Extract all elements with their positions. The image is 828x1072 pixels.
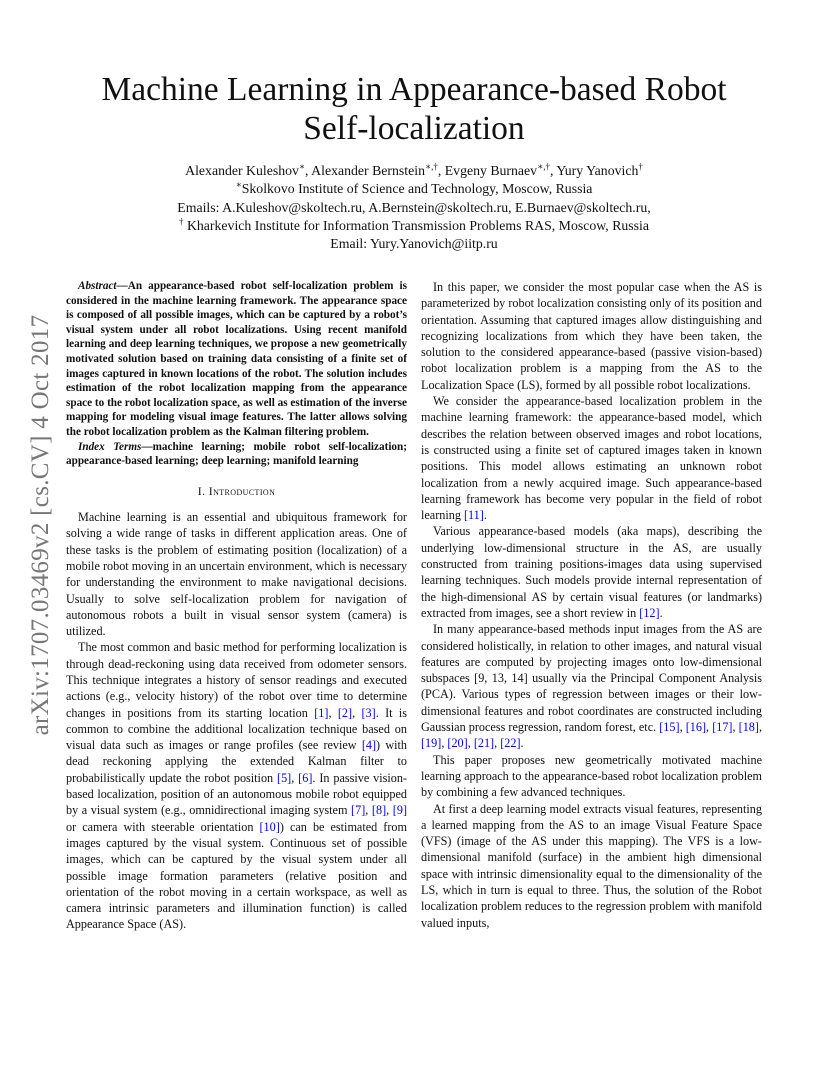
paragraph: At first a deep learning model extracts visual features, representing a learned mapping from the AS to an image Visual Feature Space (VFS) (image of the AS under this mapping). The VFS is a low-dimensional manifold (surface) in the ambient high dimensional space with intrinsic dimensionality equal to the dimensionality of the LS, which in turn is equal to three. Thus, the solution of the Robot localization problem reduces to the regression problem with manifold valued inputs, bbox=[421, 801, 762, 930]
author-3: , Evgeny Burnaev bbox=[437, 163, 538, 178]
abstract-label: Abstract bbox=[78, 280, 117, 292]
text: We consider the appearance-based localization problem in the machine learning framework: the appearance-based model, which describes the relation between observed images and robot locations, is constructed using a finite set of captured images taken in known positions. This model allows estimating an unknown robot localization from a newly acquired image. Such appearance-based learning framework has become very popular in the field of robot learning bbox=[421, 394, 762, 523]
section-heading: I. Introduction bbox=[197, 483, 276, 498]
citation-link[interactable]: [18] bbox=[738, 720, 759, 735]
text: , bbox=[352, 705, 362, 720]
text: . bbox=[483, 508, 487, 523]
affiliation-1 bbox=[0, 180, 828, 198]
text: . bbox=[520, 736, 524, 751]
arxiv-sidebar bbox=[21, 295, 61, 755]
author-block bbox=[0, 162, 828, 253]
right-column bbox=[421, 279, 762, 931]
text: or camera with steerable orientation bbox=[66, 819, 260, 834]
author-3-mark: ∗,† bbox=[537, 161, 550, 172]
emails-1: Emails: A.Kuleshov@skoltech.ru, A.Bernstein@skoltech.ru, E.Burnaev@skoltech.ru, bbox=[177, 199, 651, 215]
text: , bbox=[328, 705, 338, 720]
paragraph bbox=[421, 621, 762, 751]
left-column bbox=[66, 279, 407, 933]
text: , bbox=[386, 803, 393, 818]
citation-link[interactable]: [19] bbox=[421, 736, 442, 751]
text: . bbox=[659, 605, 663, 620]
text: , bbox=[679, 720, 686, 735]
index-terms bbox=[66, 440, 407, 469]
citation-link[interactable]: [22] bbox=[500, 736, 521, 751]
text: , bbox=[365, 803, 372, 818]
affiliation-2-text: Kharkevich Institute for Information Transmission Problems RAS, Moscow, Russia bbox=[183, 217, 649, 233]
citation-link[interactable]: [16] bbox=[685, 720, 707, 735]
citation-link[interactable]: [5] bbox=[277, 770, 292, 785]
text: The most common and basic method for performing localization is through dead-reckoning using data received from odometer sensors. This technique integrates a history of sensor readings and executed actions (e.g., velocity history) of the robot over time to determine changes in positions from its starting location bbox=[66, 640, 407, 720]
affiliation-1-text: Skolkovo Institute of Science and Technology, Moscow, Russia bbox=[241, 181, 593, 197]
text: , bbox=[732, 720, 739, 735]
text: , bbox=[441, 736, 448, 751]
author-1: Alexander Kuleshov bbox=[185, 163, 299, 178]
citation-link[interactable]: [11] bbox=[463, 508, 484, 523]
citation-link[interactable]: [4] bbox=[361, 738, 377, 753]
author-2: , Alexander Bernstein bbox=[305, 163, 425, 178]
author-4: , Yury Yanovich bbox=[549, 163, 639, 178]
text: , bbox=[291, 770, 299, 785]
title-line-2: Self-localization bbox=[303, 110, 525, 147]
paragraph bbox=[66, 639, 407, 932]
affiliation-2 bbox=[0, 217, 828, 235]
citation-link[interactable]: [12] bbox=[639, 605, 660, 620]
index-terms-text: —machine learning; mobile robot self-localization; appearance-based learning; deep learning; manifold learning bbox=[66, 440, 407, 468]
paragraph bbox=[421, 523, 762, 621]
text: In many appearance-based methods input images from the AS are considered holistically, in relation to other images, and natural visual features are computed by projecting images onto low-dimensional subspaces [9, 13, 14] usually via the Principal Component Analysis (PCA). Various types of regression between images or their low-dimensional features and robot coordinates are constructed including Gaussian process regression, random forest, etc. bbox=[421, 622, 762, 735]
paragraph: Machine learning is an essential and ubiquitous framework for solving a wide range of tasks in different application areas. One of these tasks is the problem of estimating position (localization) of a mobile robot moving in an uncertain environment, which is necessary for understanding the environment to make navigational decisions. Usually to solve self-localization problem for navigation of autonomous robots a built in visual sensor system (camera) is utilized. bbox=[66, 510, 407, 639]
paragraph bbox=[421, 393, 762, 523]
arxiv-identifier: arXiv:1707.03469v2 [cs.CV] 4 Oct 2017 bbox=[27, 314, 54, 736]
text: , bbox=[494, 736, 501, 751]
citation-link[interactable]: [21] bbox=[473, 736, 495, 751]
citation-link[interactable]: [8] bbox=[371, 803, 387, 818]
citation-link[interactable]: [17] bbox=[712, 720, 733, 735]
title-line-1: Machine Learning in Appearance-based Robot bbox=[101, 71, 727, 108]
citation-link[interactable]: [3] bbox=[361, 705, 376, 720]
citation-link[interactable]: [9] bbox=[392, 803, 408, 818]
citation-link[interactable]: [6] bbox=[298, 770, 313, 785]
author-2-mark: ∗,† bbox=[424, 161, 438, 172]
text: ) with dead reckoning applying the extended Kalman filter to probabilistically update the robot position bbox=[66, 738, 407, 785]
text: . In passive vision-based localization, position of an autonomous mobile robot equipped by a visual system (e.g., omnidirectional imaging system bbox=[66, 770, 407, 818]
text: , bbox=[758, 720, 763, 735]
citation-link[interactable]: [1] bbox=[314, 705, 329, 720]
text: ) can be estimated from images captured by the visual system. Continuous set of possible images, which can be captured by the visual system under all possible image formation parameters (relative position and orientation of the robot moving in a certain workspace, as well as camera intrinsic parameters and illumination function) is called Appearance Space (AS). bbox=[66, 819, 407, 932]
abstract-text: —An appearance-based robot self-localization problem is considered in the machine learning framework. The appearance space is composed of all possible images, which can be captured by a robot’s visual system under all robot localizations. Using recent manifold learning and deep learning techniques, we propose a new geometrically motivated solution based on training data consisting of a finite set of images captured in known locations of the robot. The solution includes estimation of the robot localization mapping from the appearance space to the robot localization space, as well as estimation of the inverse mapping for modeling visual image features. The latter allows solving the robot localization problem as the Kalman filtering problem. bbox=[66, 280, 407, 438]
citation-link[interactable]: [10] bbox=[259, 819, 280, 834]
author-1-mark: ∗ bbox=[298, 161, 306, 172]
affiliation-1-mark: ∗ bbox=[235, 179, 242, 190]
index-terms-label: Index Terms bbox=[78, 440, 142, 453]
citation-link[interactable]: [7] bbox=[351, 803, 366, 818]
text: Various appearance-based models (aka maps), describing the underlying low-dimensional structure in the AS, are usually constructed from training positions-images data using supervised learning techniques. Such models provide internal representation of the high-dimensional AS by certain visual features (or landmarks) extracted from images, see a short review in bbox=[421, 524, 762, 620]
paper-title bbox=[0, 70, 828, 148]
text: , bbox=[706, 720, 713, 735]
email-2: Email: Yury.Yanovich@iitp.ru bbox=[330, 236, 498, 252]
citation-link[interactable]: [15] bbox=[659, 720, 680, 735]
citation-link[interactable]: [20] bbox=[447, 736, 468, 751]
paragraph: This paper proposes new geometrically motivated machine learning approach to the appearance-based robot localization problem by combining a few advanced techniques. bbox=[421, 752, 762, 800]
text: . It is common to combine the additional localization technique based on visual data such as images or range profiles (see review bbox=[66, 705, 408, 753]
affiliation-2-mark: † bbox=[179, 216, 184, 227]
text: , bbox=[467, 736, 474, 751]
author-list bbox=[0, 162, 828, 180]
paragraph: In this paper, we consider the most popular case when the AS is parameterized by robot localization consisting only of its position and orientation. Assuming that captured images allow distinguishing and recognizing localizations from which they have been taken, the solution to the considered appearance-based (passive vision-based) robot localization problem is a mapping from the AS to the Localization Space (LS), formed by all possible robot localizations. bbox=[421, 280, 762, 392]
abstract bbox=[66, 279, 407, 440]
citation-link[interactable]: [2] bbox=[337, 705, 353, 720]
author-4-mark: † bbox=[638, 161, 643, 172]
